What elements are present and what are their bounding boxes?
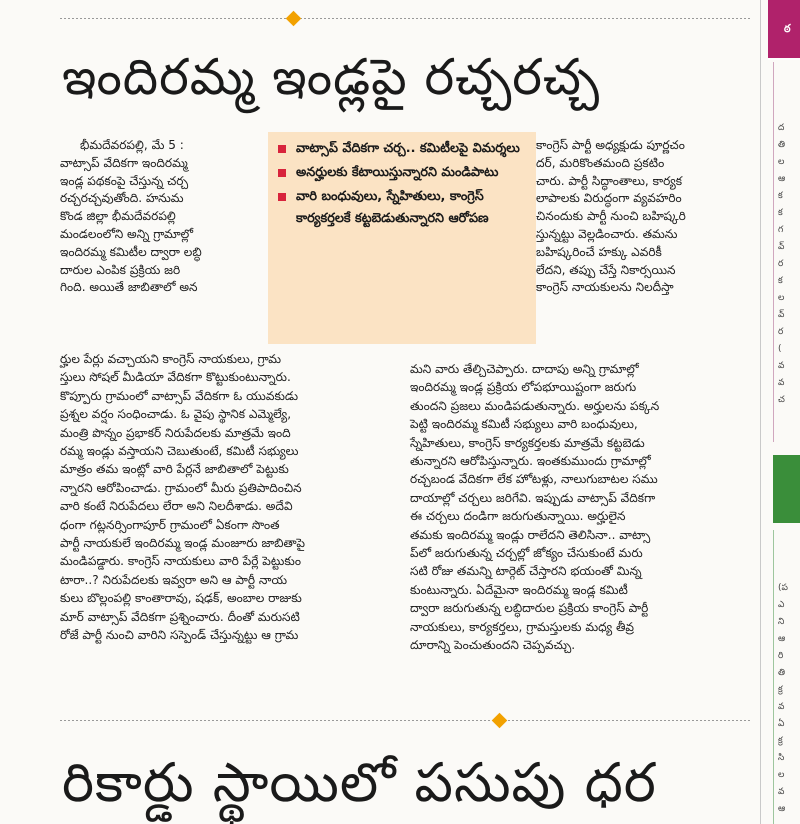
text-line: కులు బొల్లంపల్లి కాంతారావు, షఢక్, అంబాల రాజుకు (60, 591, 302, 606)
text-line: వాట్సాప్ వేదికగా ఇందిరమ్మ (60, 155, 188, 170)
sidebar-line: ర (778, 327, 784, 337)
text-line: దర్, మరికొంతమంది ప్రకటిం (536, 155, 665, 170)
article-column-lower-right (410, 350, 746, 655)
sidebar-line: రి (778, 651, 784, 661)
bullet-square-icon (278, 193, 286, 201)
text-line: ఇందిరమ్మ కమిటీల ద్వారా లబ్ధి (60, 244, 202, 259)
sidebar-line: ఆ (778, 804, 786, 814)
sidebar-line: వ (778, 361, 785, 371)
sidebar-line: క్ర (778, 685, 783, 695)
article-column-3 (536, 137, 746, 297)
sidebar-line: ద (778, 123, 785, 133)
text-line: ప్‌లో జరుగుతున్న చర్చల్లో జోక్యం చేసుకుంటే మరు (410, 546, 643, 561)
text-line: తున్నారని ఆరోపిస్తున్నారు. ఇంతకుముందు గ్రామాల్లో (410, 454, 651, 469)
text-line: టారా..? నిరుపేదలకు ఇవ్వరా అని ఆ పార్టీ నాయ (60, 572, 288, 587)
sidebar-line: (ప (778, 583, 788, 593)
highlight-item: వారి బంధువులు, స్నేహితులు, కాంగ్రెస్ కార్యకర్తలకే కట్టబెడుతున్నారని ఆరోపణ (276, 186, 534, 230)
sidebar-top-text (778, 120, 800, 409)
sidebar-line: గ (778, 225, 784, 235)
sidebar-line: క (778, 276, 783, 286)
text-line: మాత్రం తమ ఇంట్లో వారి పేర్లనే జాబితాలో పెట్టుకు (60, 462, 289, 477)
article-column-1 (60, 137, 260, 297)
text-line: తుందని ప్రజలు మండిపడుతున్నారు. అర్హులను పక్కన (410, 398, 660, 413)
text-line: దూరాన్ని పెంచుతుందని చెప్పవచ్చు. (410, 638, 576, 653)
text-line: వారి కంటే నిరుపేదలు లేరా అని నిలదీశాడు. అదేవి (60, 499, 293, 514)
text-line: గింది. అయితే జాబితాలో అన (60, 280, 198, 295)
text-line: స్నేహితులు, కాంగ్రెస్ కార్యకర్తలకు మాత్రమే కట్టబెడు (410, 435, 645, 450)
text-line: స్తులు సోషల్ మీడియా వేదికగా కొట్టుకుంటున్నారు. (60, 370, 291, 385)
text-line: దాయాల్లో చర్చలు జరిగేవి. ఇప్పుడు వాట్సాప్ వేదికగా (410, 490, 656, 505)
text-line: ర్హుల పేర్లు వచ్చాయని కాంగ్రెస్ నాయకులు, గ్రామ (60, 352, 282, 366)
text-line: చారు. పార్టీ సిద్ధాంతాలు, కార్యక (536, 173, 683, 188)
sidebar-line: చ (778, 395, 785, 405)
sidebar-banner-glyph: ఠ (784, 22, 791, 35)
next-article-headline: రికార్డు స్థాయిలో పసుపు ధర (62, 751, 657, 814)
text-line: మంత్రి పొన్నం ప్రభాకర్ నిరుపేదలకు మాత్రమే ఇంది (60, 425, 291, 440)
text-line: ద్వారా జరుగుతున్న లబ్ధిదారుల ప్రక్రియ కాంగ్రెస్ పార్టీ (410, 601, 649, 616)
dateline: భీమదేవరపల్లి, మే 5 : (80, 138, 184, 152)
text-line: ఇండ్ల పథకంపై చేస్తున్న చర్చ (60, 173, 189, 188)
text-line: కొండ జిల్లా భీమదేవరపల్లి (60, 209, 176, 224)
sidebar-line: క (778, 191, 783, 201)
sidebar-line: వ్ (778, 310, 785, 320)
sidebar-line: ల (778, 770, 785, 780)
sidebar-line: వ (778, 378, 785, 388)
text-line: సటి రోజు తమన్ని టార్గెట్ చేస్తారని భయంతో మిన్న (410, 564, 642, 579)
sidebar-line: వ (778, 787, 785, 797)
sidebar-line: క్ర (778, 736, 783, 746)
text-line: మార్ వాట్సాప్ వేదికగా ప్రశ్నించారు. దీంతో మరుసటి (60, 609, 300, 624)
text-line: స్తున్నట్టు వెల్లడించారు. తమను (536, 226, 678, 241)
top-divider (60, 18, 750, 19)
text-line: చినందుకు పార్టీ నుంచి బహిష్కరి (536, 209, 686, 224)
bottom-divider (60, 720, 750, 721)
text-line: మని వారు తేల్చిచెప్పారు. దాదాపు అన్ని గ్రామాల్లో (410, 362, 639, 376)
sidebar-line: వ (778, 702, 785, 712)
text-line: లేదని, తప్పు చేస్తే నికార్సయిన (536, 262, 676, 277)
text-line: నాయకులు, కార్యకర్తలు, గ్రామస్తులకు మధ్య తీవ్ర (410, 619, 635, 634)
text-line: రమ్మ ఇండ్లు వస్తాయని చెబుతుంటే, కమిటీ సభ్యులు (60, 444, 299, 459)
text-line: పెట్టి ఇందిరమ్మ కమిటీ సభ్యులు వారి బంధువులు, (410, 417, 638, 432)
article-headline: ఇందిరమ్మ ఇండ్లపై రచ్చరచ్చ (62, 48, 601, 106)
sidebar-line: వ్ (778, 242, 785, 252)
sidebar-line: తి (778, 668, 786, 678)
sidebar-line: తి (778, 140, 786, 150)
sidebar-line: ఆ (778, 634, 786, 644)
text-line: కాంగ్రెస్ నాయకులను నిలదీస్తా (536, 280, 674, 295)
text-line: రచ్చబండ వేదికగా లేక హోటళ్లు, నాలుగుబాటల సము (410, 472, 658, 487)
divider-diamond-icon (286, 11, 302, 27)
sidebar-line: ( (778, 344, 782, 354)
text-line: రచ్చరచ్చవుతోంది. హనుమ (60, 191, 184, 206)
text-line: ఈ చర్చలు దండిగా జరుగుతున్నాయి. అర్హులైన (410, 509, 626, 524)
text-line: కొప్పూరు గ్రామంలో వాట్సాప్ వేదికగా ఓ యువకుడు (60, 388, 299, 403)
divider-diamond-icon (492, 713, 508, 729)
text-line: బహిష్కరించే హక్కు ఎవరికీ (536, 244, 662, 259)
text-line: లాపాలకు విరుద్ధంగా వ్యవహరిం (536, 191, 682, 206)
text-line: కుంటున్నారు. ఏదేమైనా ఇందిరమ్మ ఇండ్ల కమిటీ (410, 582, 628, 597)
text-line: మండలంలోని అన్ని గ్రామాల్లో (60, 226, 194, 241)
text-line: ప్రశ్నల వర్షం సంధించాడు. ఓ వైపు స్థానిక ఎమ్మెల్యే, (60, 407, 292, 422)
text-line: రోజే పార్టీ నుంచి వారిని సస్పెండ్ చేస్తున్నట్టు ఆ గ్రామ (60, 628, 299, 643)
sidebar-line: ఎ (778, 600, 785, 610)
text-line: న్నారని ఆరోపించాడు. గ్రామంలో మీరు ప్రతిపాదించిన (60, 480, 302, 495)
text-line: ధంగా గట్లనర్సింగాపూర్ గ్రామంలో ఏకంగా సొంత (60, 517, 280, 532)
text-line: ఇందిరమ్మ ఇండ్ల ప్రక్రియ లోపభూయిష్టంగా జరుగు (410, 380, 637, 395)
sidebar-line: సి (778, 753, 785, 763)
highlight-item: వాట్సాప్ వేదికగా చర్చ.. కమిటీలపై విమర్శలు (276, 138, 534, 160)
text-line: దారుల ఎంపిక ప్రక్రియ జరి (60, 262, 181, 277)
highlight-list (276, 138, 534, 232)
sidebar-separator (760, 0, 761, 824)
banner-stripe (768, 58, 800, 60)
sidebar-line: ని (778, 617, 785, 627)
text-line: కాంగ్రెస్ పార్టీ అధ్యక్షుడు పూర్ణచం (536, 138, 685, 152)
sidebar-line: ల (778, 157, 785, 167)
sidebar-line: ఆ (778, 174, 786, 184)
sidebar-line: ల (778, 293, 785, 303)
text-line: మండిపడ్డారు. కాంగ్రెస్ నాయకులు వారి పేర్లే పెట్టుకుం (60, 554, 301, 569)
sidebar-line: ర (778, 259, 784, 269)
sidebar-bottom-text (778, 580, 800, 818)
bullet-square-icon (278, 169, 286, 177)
sidebar-line: ఏ (778, 719, 785, 729)
article-column-lower-left (60, 350, 402, 645)
text-line: తమకు ఇందిరమ్మ ఇండ్లు రాలేదని తెలిసినా.. వాట్సా (410, 527, 651, 542)
text-line: పార్టీ నాయకులే ఇందిరమ్మ ఇండ్ల మంజూరు జాబితాపై (60, 536, 305, 551)
sidebar-line: క (778, 208, 783, 218)
highlight-item: అనర్హులకు కేటాయిస్తున్నారని మండిపాటు (276, 162, 534, 184)
bullet-square-icon (278, 145, 286, 153)
sidebar-mid-banner (773, 455, 800, 523)
